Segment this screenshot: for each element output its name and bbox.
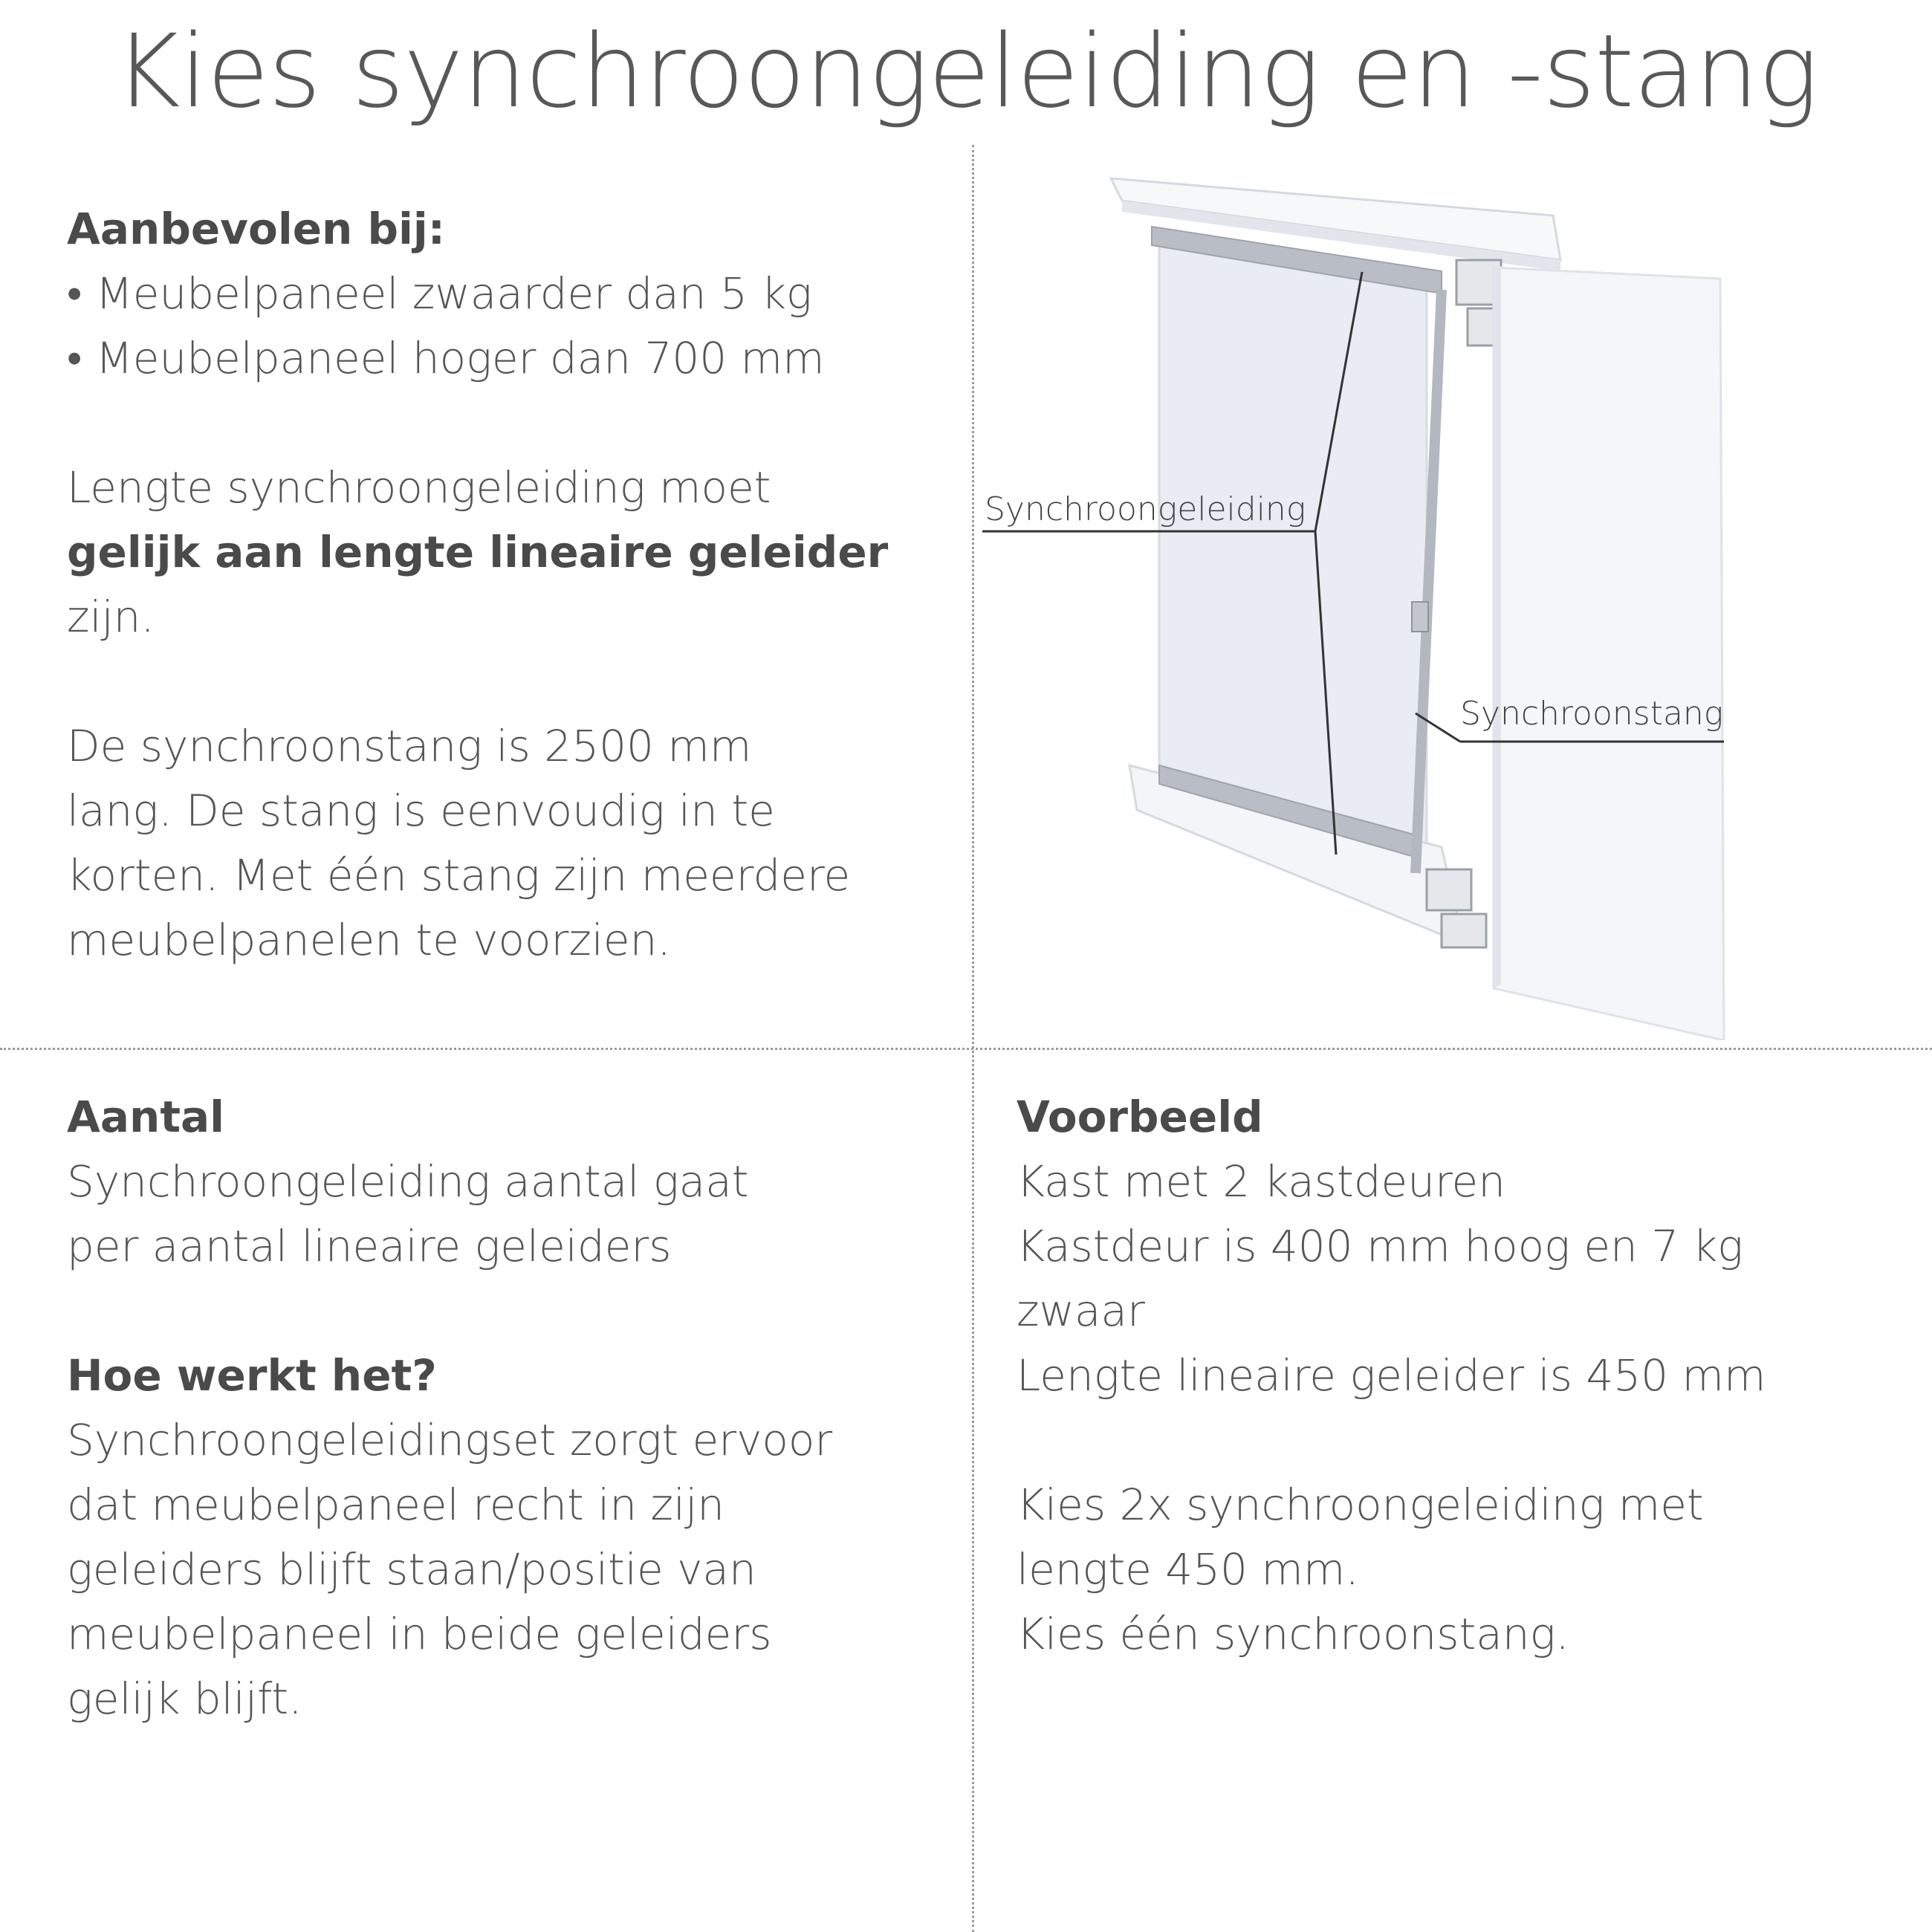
rod-text-3: korten. Met één stang zijn meerdere — [67, 850, 851, 901]
length-text-3: zijn. — [67, 591, 155, 642]
cabinet-illustration — [981, 141, 1925, 1040]
how-text-5: gelijk blijft. — [67, 1673, 302, 1724]
quantity-text-2: per aantal lineaire geleiders — [67, 1221, 672, 1271]
how-text-3: geleiders blijft staan/positie van — [67, 1544, 756, 1595]
quantity-how-section — [67, 1085, 944, 1731]
how-text-2: dat meubelpaneel recht in zijn — [67, 1479, 724, 1530]
bullet-height: • Meubelpaneel hoger dan 700 mm — [67, 333, 825, 383]
length-text-1: Lengte synchroongeleiding moet — [67, 462, 771, 513]
bullet-weight: • Meubelpaneel zwaarder dan 5 kg — [67, 268, 812, 319]
recommended-heading: Aanbevolen bij: — [67, 204, 446, 254]
how-text-1: Synchroongeleidingset zorgt ervoor — [67, 1415, 833, 1465]
example-text-1: Kast met 2 kastdeuren — [1017, 1156, 1505, 1207]
example-text-2: Kastdeur is 400 mm hoog en 7 kg — [1017, 1221, 1743, 1271]
how-text-4: meubelpaneel in beide geleiders — [67, 1609, 772, 1659]
rod-text-2: lang. De stang is eenvoudig in te — [67, 785, 775, 836]
how-heading: Hoe werkt het? — [67, 1350, 437, 1401]
recommended-section — [67, 197, 944, 973]
choice-text-2: lengte 450 mm. — [1017, 1544, 1359, 1595]
example-text-4: Lengte lineaire geleider is 450 mm — [1017, 1350, 1766, 1401]
choice-text-1: Kies 2x synchroongeleiding met — [1017, 1479, 1704, 1530]
quantity-text-1: Synchroongeleiding aantal gaat — [67, 1156, 749, 1207]
cabinet-door — [1494, 268, 1724, 1040]
rod-text-1: De synchroonstang is 2500 mm — [67, 721, 752, 771]
quantity-heading: Aantal — [67, 1092, 225, 1142]
horizontal-divider — [0, 1048, 1932, 1050]
choice-text-3: Kies één synchroonstang. — [1017, 1609, 1569, 1659]
example-section — [1017, 1085, 1908, 1667]
page-title: Kies synchroongeleiding en -stang — [114, 13, 1818, 131]
vertical-divider — [972, 145, 974, 1932]
label-synchroongeleiding: Synchroongeleiding — [985, 490, 1306, 528]
length-text-bold: gelijk aan lengte lineaire geleider — [67, 527, 889, 577]
example-text-3: zwaar — [1017, 1286, 1145, 1336]
label-synchroonstang: Synchroonstang — [1460, 695, 1724, 733]
example-heading: Voorbeeld — [1017, 1092, 1263, 1142]
rod-text-4: meubelpanelen te voorzien. — [67, 915, 671, 965]
hinge-bottom — [1427, 869, 1471, 910]
